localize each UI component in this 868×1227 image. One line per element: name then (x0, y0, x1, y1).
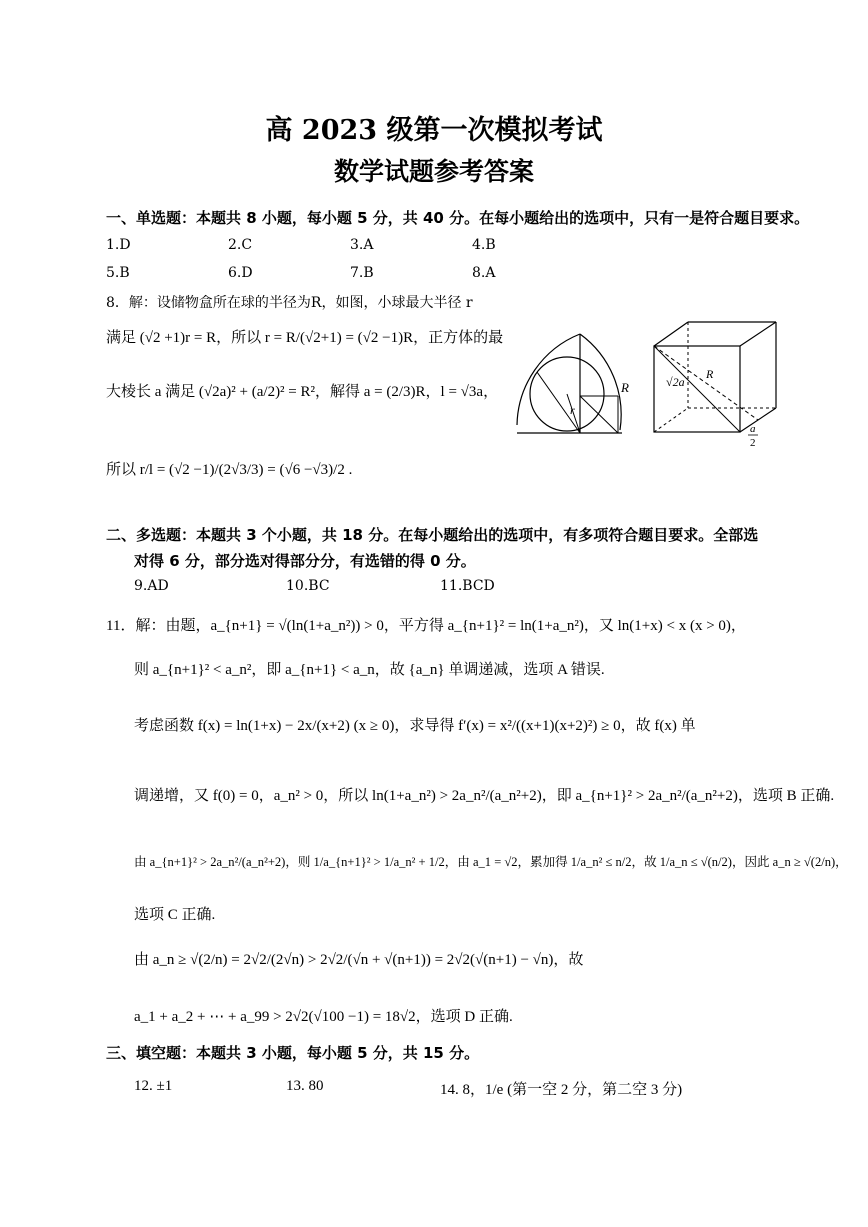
answer-1: 1.D (106, 237, 131, 253)
q8-line2: 满足 (√2 +1)r = R，所以 r = R/(√2+1) = (√2 −1)R，正方体的最 (106, 330, 504, 346)
fig-right-label-R: R (706, 367, 714, 381)
q11-line6: 选项 C 正确. (134, 907, 216, 923)
sphere-section-figure (515, 330, 630, 438)
answer-10: 10.BC (286, 578, 330, 594)
section2-header-line2: 对得 6 分，部分选对得部分分，有选错的得 0 分。 (134, 552, 476, 570)
answer-6: 6.D (228, 265, 253, 281)
q11-line1: 11．解：由题，a_{n+1} = √(ln(1+a_n²)) > 0，平方得 a_{n+1}² = ln(1+a_n²)，又 ln(1+x) < x (x > 0)， (106, 618, 746, 634)
q11-line7: 由 a_n ≥ √(2/n) = 2√2/(2√n) > 2√2/(√n + √(n+1)) = 2√2(√(n+1) − √n)，故 (134, 952, 584, 968)
answer-13: 13. 80 (286, 1078, 324, 1094)
section1-header: 一、单选题：本题共 8 小题，每小题 5 分，共 40 分。在每小题给出的选项中，只有一是符合题目要求。 (106, 209, 810, 227)
section2-header-line1: 二、多选题：本题共 3 个小题，共 18 分。在每小题给出的选项中，有多项符合题目要求。全部选 (106, 526, 759, 544)
answer-7: 7.B (350, 265, 374, 281)
q8-line3: 大棱长 a 满足 (√2a)² + (a/2)² = R²，解得 a = (2/3)R，l = √3a， (106, 384, 499, 400)
q11-line2: 则 a_{n+1}² < a_n²，即 a_{n+1} < a_n，故 {a_n} 单调递减，选项 A 错误. (134, 662, 605, 678)
fig-right-label-a: a (750, 423, 756, 435)
cube-figure (650, 318, 782, 448)
page-title: 高 2023 级第一次模拟考试 (265, 115, 603, 146)
fig-left-label-R: R (621, 380, 629, 395)
q11-line3: 考虑函数 f(x) = ln(1+x) − 2x/(x+2) (x ≥ 0)，求导得 f′(x) = x²/((x+1)(x+2)²) ≥ 0，故 f(x) 单 (134, 718, 696, 734)
answer-3: 3.A (350, 237, 374, 253)
answer-8: 8.A (472, 265, 496, 281)
answer-12: 12. ±1 (134, 1078, 173, 1094)
fig-left-label-r: r (570, 403, 575, 417)
answer-5: 5.B (106, 265, 130, 281)
fig-right-label-sqrt2a: √2a (666, 375, 685, 389)
answer-9: 9.AD (134, 578, 169, 594)
answer-4: 4.B (472, 237, 496, 253)
q8-line1: 8．解：设储物盒所在球的半径为R，如图，小球最大半径 r (106, 295, 473, 311)
page-subtitle: 数学试题参考答案 (333, 157, 534, 186)
section3-header: 三、填空题：本题共 3 小题，每小题 5 分，共 15 分。 (106, 1044, 480, 1062)
q11-line5: 由 a_{n+1}² > 2a_n²/(a_n²+2)，则 1/a_{n+1}² > 1/a_n² + 1/2，由 a_1 = √2，累加得 1/a_n² ≤ n/2，故 1/a_n ≤ √(n/2)，因此 a_n ≥ √(2/n)， (134, 855, 848, 869)
q8-line4: 所以 r/l = (√2 −1)/(2√3/3) = (√6 −√3)/2 . (106, 462, 353, 478)
q11-line8: a_1 + a_2 + ⋯ + a_99 > 2√2(√100 −1) = 18√2，选项 D 正确. (134, 1009, 513, 1025)
fig-right-label-2: 2 (750, 437, 756, 448)
answer-2: 2.C (228, 237, 253, 253)
answer-11: 11.BCD (440, 578, 495, 594)
answer-14: 14. 8，1/e (第一空 2 分，第二空 3 分) (440, 1082, 683, 1098)
q11-line4: 调递增，又 f(0) = 0，a_n² > 0，所以 ln(1+a_n²) > 2a_n²/(a_n²+2)，即 a_{n+1}² > 2a_n²/(a_n²+2)，选项 B 正确. (134, 788, 835, 804)
